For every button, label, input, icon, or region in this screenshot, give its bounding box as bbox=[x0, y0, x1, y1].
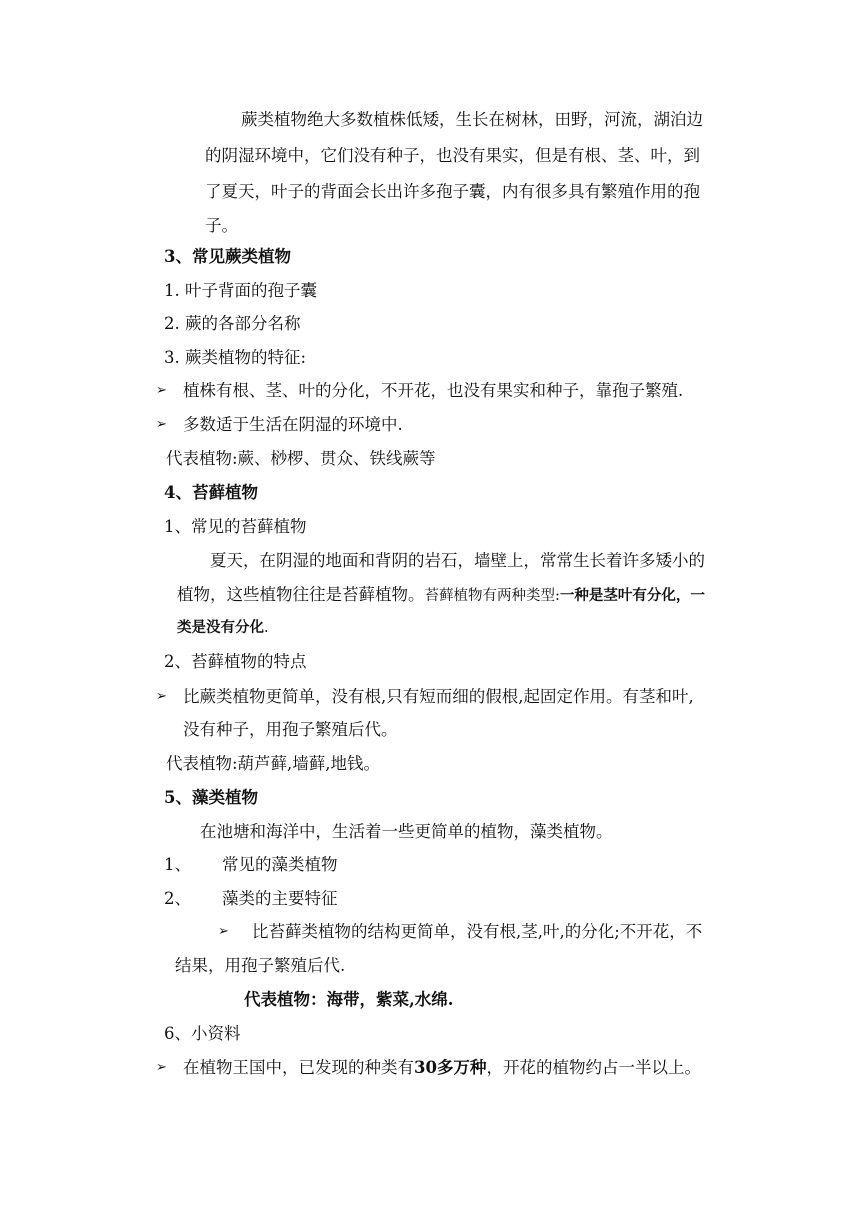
moss-p2-bold: 一种是茎叶有分化，一 bbox=[559, 587, 705, 604]
moss-representative: 代表植物:葫芦藓,墙藓,地钱。 bbox=[166, 754, 381, 773]
arrow-bullet-icon: ➢ bbox=[156, 1060, 167, 1075]
algae-heading: 5、藻类植物 bbox=[164, 788, 258, 807]
moss-sub-1: 1、常见的苔藓植物 bbox=[164, 517, 307, 536]
info-bullet-bold: 30多万种 bbox=[414, 1058, 487, 1077]
moss-bullet-line-1: 比蕨类植物更简单，没有根,只有短而细的假根,起固定作用。有茎和叶, bbox=[183, 687, 694, 706]
info-bullet-pre: 在植物王国中，已发现的种类有 bbox=[183, 1058, 414, 1077]
fern-bullet-1: 植株有根、茎、叶的分化，不开花，也没有果实和种子，靠孢子繁殖. bbox=[183, 381, 684, 400]
moss-paragraph-line-2 bbox=[177, 583, 705, 608]
algae-bullet-line-2: 结果，用孢子繁殖后代. bbox=[175, 956, 346, 975]
moss-bullet-line-2: 没有种子，用孢子繁殖后代。 bbox=[183, 720, 398, 739]
algae-representative: 代表植物：海带，紫菜,水绵. bbox=[244, 990, 454, 1009]
intro-line-2: 的阴湿环境中，它们没有种子，也没有果实，但是有根、茎、叶，到 bbox=[205, 146, 700, 165]
moss-sub-2: 2、苔藓植物的特点 bbox=[164, 652, 307, 671]
moss-p3-bold: 类是没有分化 bbox=[177, 619, 264, 636]
intro-line-3: 了夏天，叶子的背面会长出许多孢子囊，内有很多具有繁殖作用的孢 bbox=[205, 182, 700, 201]
fern-item-3: 3. 蕨类植物的特征: bbox=[164, 348, 307, 367]
moss-p2-small: 苔藓植物有两种类型: bbox=[424, 588, 560, 604]
info-bullet-post: ，开花的植物约占一半以上。 bbox=[486, 1058, 701, 1077]
fern-item-1: 1. 叶子背面的孢子囊 bbox=[164, 281, 317, 300]
algae-bullet-line-1: 比苔藓类植物的结构更简单，没有根,茎,叶,的分化;不开花，不 bbox=[252, 922, 703, 941]
moss-p3-end: . bbox=[264, 620, 269, 636]
info-heading: 6、小资料 bbox=[164, 1024, 241, 1043]
algae-item-2-number: 2、 bbox=[164, 889, 191, 908]
algae-item-2-text: 藻类的主要特征 bbox=[222, 889, 338, 908]
moss-paragraph-line-1: 夏天，在阴湿的地面和背阴的岩石，墙壁上，常常生长着许多矮小的 bbox=[210, 551, 705, 570]
info-bullet bbox=[183, 1056, 701, 1080]
intro-line-4: 子。 bbox=[205, 216, 238, 235]
algae-intro: 在池塘和海洋中，生活着一些更简单的植物，藻类植物。 bbox=[200, 822, 613, 841]
algae-item-1-number: 1、 bbox=[164, 855, 191, 874]
fern-item-2: 2. 蕨的各部分名称 bbox=[164, 314, 301, 333]
moss-paragraph-line-3 bbox=[177, 615, 269, 640]
arrow-bullet-icon: ➢ bbox=[156, 383, 167, 398]
arrow-bullet-icon: ➢ bbox=[218, 924, 229, 939]
moss-p2-plain: 植物，这些植物往往是苔藓植物。 bbox=[177, 585, 425, 604]
moss-heading: 4、苔藓植物 bbox=[164, 483, 258, 502]
intro-line-1: 蕨类植物绝大多数植株低矮，生长在树林，田野，河流，湖泊边 bbox=[241, 110, 703, 129]
algae-item-1-text: 常见的藻类植物 bbox=[222, 855, 338, 874]
arrow-bullet-icon: ➢ bbox=[156, 417, 167, 432]
arrow-bullet-icon: ➢ bbox=[156, 689, 167, 704]
fern-bullet-2: 多数适于生活在阴湿的环境中. bbox=[183, 415, 403, 434]
fern-heading: 3、常见蕨类植物 bbox=[164, 247, 291, 266]
fern-representative: 代表植物:蕨、桫椤、贯众、铁线蕨等 bbox=[166, 449, 436, 468]
